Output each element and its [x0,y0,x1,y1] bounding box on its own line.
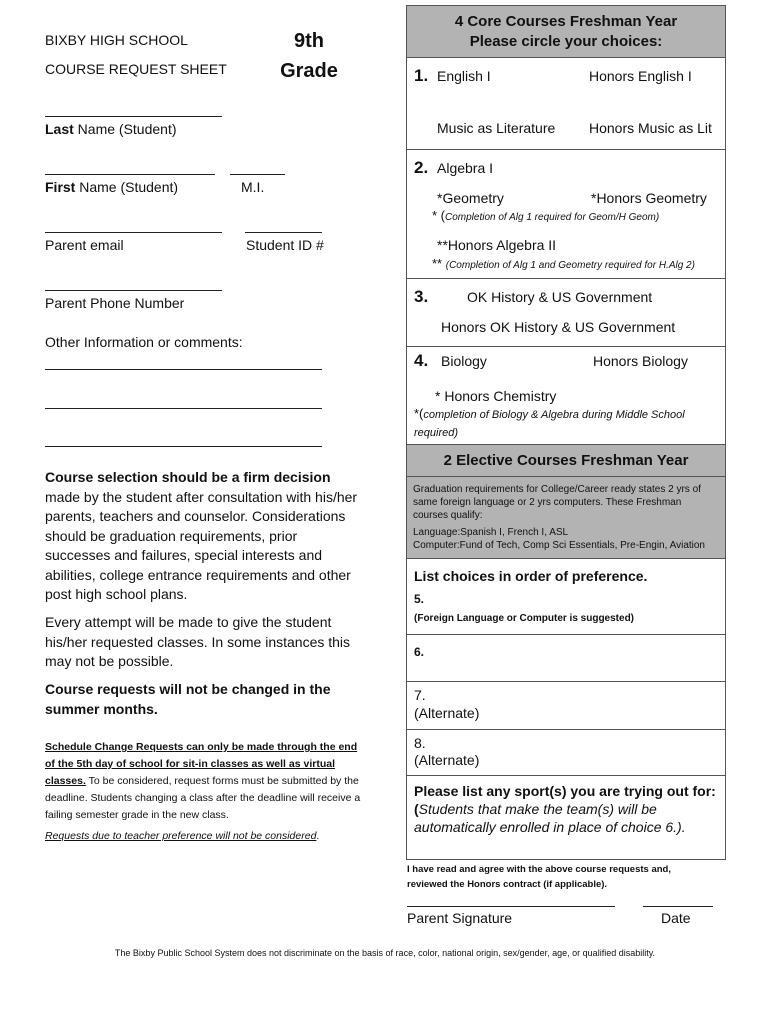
core-courses-header [407,6,725,58]
choice-8-alternate: (Alternate) [414,752,480,768]
ok-history-option[interactable]: OK History & US Government [467,289,653,305]
schedule-change-policy: Schedule Change Requests can only be made through the end of the 5th day of school for sit-in classes as well as virtual classes. To be considered, request forms must be submitted by the deadline. Students changing a class after the deadline will receive a failing semester grade in the new class. [45,741,361,821]
instruction-paragraph-2: Every attempt will be made to give the student his/her requested classes. In some instances this may not be possible. [45,614,351,669]
language-options: Language:Spanish I, French I, ASL [413,527,569,538]
choice-7-box[interactable] [407,682,725,730]
course-selection-panel [406,5,726,860]
computer-options: Computer:Fund of Tech, Comp Sci Essentials, Pre-Engin, Aviation [413,540,705,551]
sports-box[interactable] [407,776,725,860]
nondiscrimination-footer: The Bixby Public School System does not discriminate on the basis of race, color, national origin, sex/gender, age, or qualified disability. [114,948,656,958]
section-2-number: 2. [414,158,429,177]
choice-6-number: 6. [414,645,425,659]
other-info-label: Other Information or comments: [45,334,243,350]
biology-option[interactable]: Biology [441,353,487,369]
honors-english-option[interactable]: Honors English I [589,68,692,84]
choice-8-box[interactable] [407,730,725,776]
sheet-title: COURSE REQUEST SHEET [45,61,227,77]
core-section-science [407,347,725,445]
music-lit-option[interactable]: Music as Literature [437,120,556,136]
elective-courses-header [407,445,725,477]
choice-7-number: 7. [414,687,426,703]
grade-line2: Grade [280,60,338,82]
honors-music-lit-option[interactable]: Honors Music as Lit [589,120,712,136]
graduation-requirements-box [407,477,725,559]
chemistry-note: *(completion of Biology & Algebra during Middle School required) [414,406,685,439]
section-3-number: 3. [414,287,429,306]
first-name-label: First Name (Student) [45,179,179,195]
mi-label: M.I. [241,179,265,195]
student-id-field[interactable] [245,232,322,233]
sports-text: Please list any sport(s) you are trying out for: (Students that make the team(s) will be automatically enrolled in place of choice 6.). [414,783,716,835]
geometry-option[interactable]: *Geometry [437,190,504,206]
choice-5-box[interactable] [407,559,725,635]
instruction-paragraph-1: Course selection should be a firm decision made by the student after consultation with his/her parents, teachers and counselor. Considerations should be graduation requirements, prior successes and failures, special interests and abilities, college entrance requirements and other post high school plans. [45,469,358,602]
core-title-line1: 4 Core Courses Freshman Year [454,13,678,30]
parent-phone-field[interactable] [45,290,222,291]
grade-line1: 9th [294,30,324,52]
core-title-line2: Please circle your choices: [469,33,663,50]
first-name-field[interactable] [45,174,215,175]
parent-phone-label: Parent Phone Number [45,295,185,311]
english-option[interactable]: English I [437,68,491,84]
choice-6-box[interactable] [407,635,725,682]
choice-5-number: 5. [414,592,425,606]
teacher-preference-note: Requests due to teacher preference will not be considered. [45,830,320,842]
elective-title: 2 Elective Courses Freshman Year [443,452,689,469]
honors-chemistry-option[interactable]: * Honors Chemistry [435,388,557,404]
honors-algebra2-option[interactable]: **Honors Algebra II [437,237,557,253]
school-name: BIXBY HIGH SCHOOL [45,32,188,48]
section-4-number: 4. [414,351,429,370]
honors-ok-history-option[interactable]: Honors OK History & US Government [441,319,676,335]
comment-line-3[interactable] [45,446,322,447]
agreement-statement: I have read and agree with the above course requests and, reviewed the Honors contract (if applicable). [407,864,671,890]
parent-signature-field[interactable] [407,906,615,907]
comment-line-2[interactable] [45,408,322,409]
student-id-label: Student ID # [246,237,324,253]
parent-email-field[interactable] [45,232,222,233]
graduation-requirements-text: Graduation requirements for College/Career ready states 2 yrs of same foreign language or 2 yrs computers. These Freshman courses qualify: [413,484,701,521]
mi-field[interactable] [230,174,285,175]
date-label: Date [661,910,691,926]
algebra1-option[interactable]: Algebra I [437,160,494,176]
comment-line-1[interactable] [45,369,322,370]
core-section-english [407,58,725,150]
core-section-history [407,279,725,347]
algebra2-note: ** (Completion of Alg 1 and Geometry required for H.Alg 2) [432,256,695,271]
section-1-number: 1. [414,66,429,85]
geometry-note: * (Completion of Alg 1 required for Geom/H Geom) [432,208,660,223]
parent-email-label: Parent email [45,237,124,253]
grade-label [270,26,348,86]
date-field[interactable] [643,906,713,907]
list-choices-label: List choices in order of preference. [414,568,648,584]
core-section-math [407,150,725,279]
instruction-paragraph-3: Course requests will not be changed in the summer months. [45,681,331,717]
honors-geometry-option[interactable]: *Honors Geometry [591,190,707,206]
choice-8-number: 8. [414,735,426,751]
honors-biology-option[interactable]: Honors Biology [593,353,688,369]
parent-signature-label: Parent Signature [407,910,513,926]
choice-5-note: (Foreign Language or Computer is suggested) [414,613,635,624]
last-name-field[interactable] [45,116,222,117]
last-name-label: Last Name (Student) [45,121,177,137]
choice-7-alternate: (Alternate) [414,705,480,721]
